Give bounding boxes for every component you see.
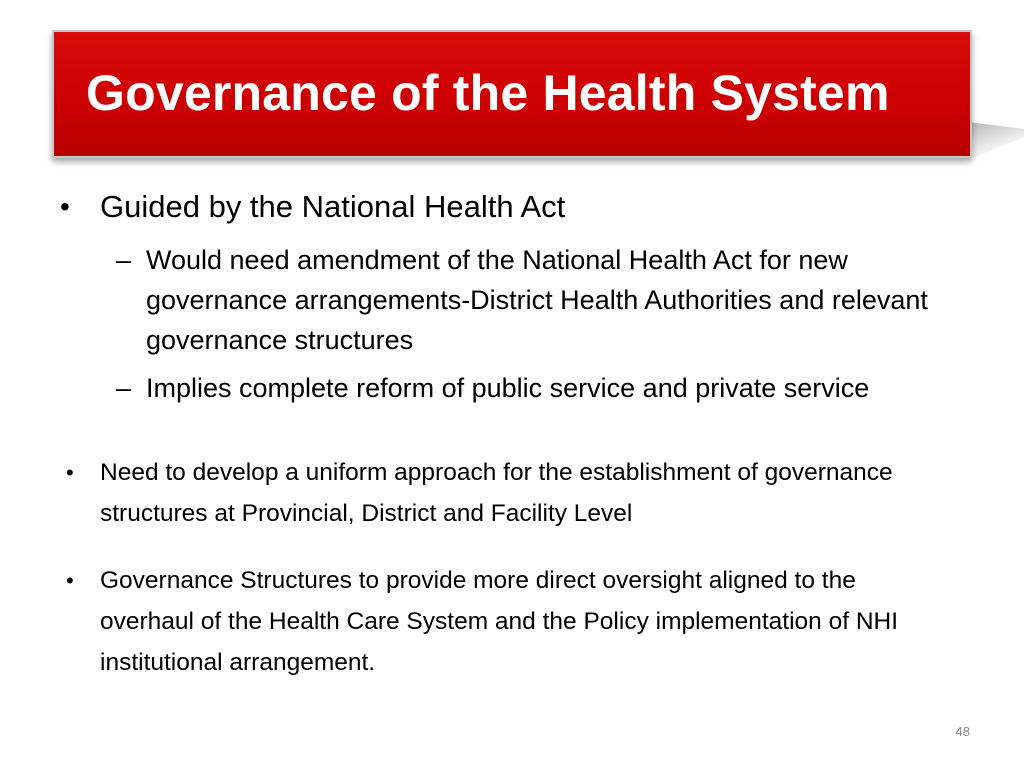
sub-bullet-text: Implies complete reform of public service and private service <box>146 373 870 403</box>
slide-title: Governance of the Health System <box>86 65 890 121</box>
sub-bullet-text: Would need amendment of the National Health Act for new governance arrangements-District Health Authorities and relevant governance structures <box>146 245 928 355</box>
bullet-text: Guided by the National Health Act <box>100 189 566 224</box>
bullet-text: Governance Structures to provide more direct oversight aligned to the overhaul of the Health Care System and the Policy implementation of NHI institutional arrangement. <box>100 567 899 676</box>
bullet-marker: • <box>60 191 70 222</box>
page-number: 48 <box>955 724 970 739</box>
dash-marker: – <box>116 245 132 275</box>
bullet-marker: • <box>66 568 74 593</box>
bullet-text: Need to develop a uniform approach for the establishment of governance structures at Provincial, District and Facility Level <box>100 459 893 527</box>
dash-marker: – <box>116 373 132 403</box>
bullet-marker: • <box>66 460 74 485</box>
